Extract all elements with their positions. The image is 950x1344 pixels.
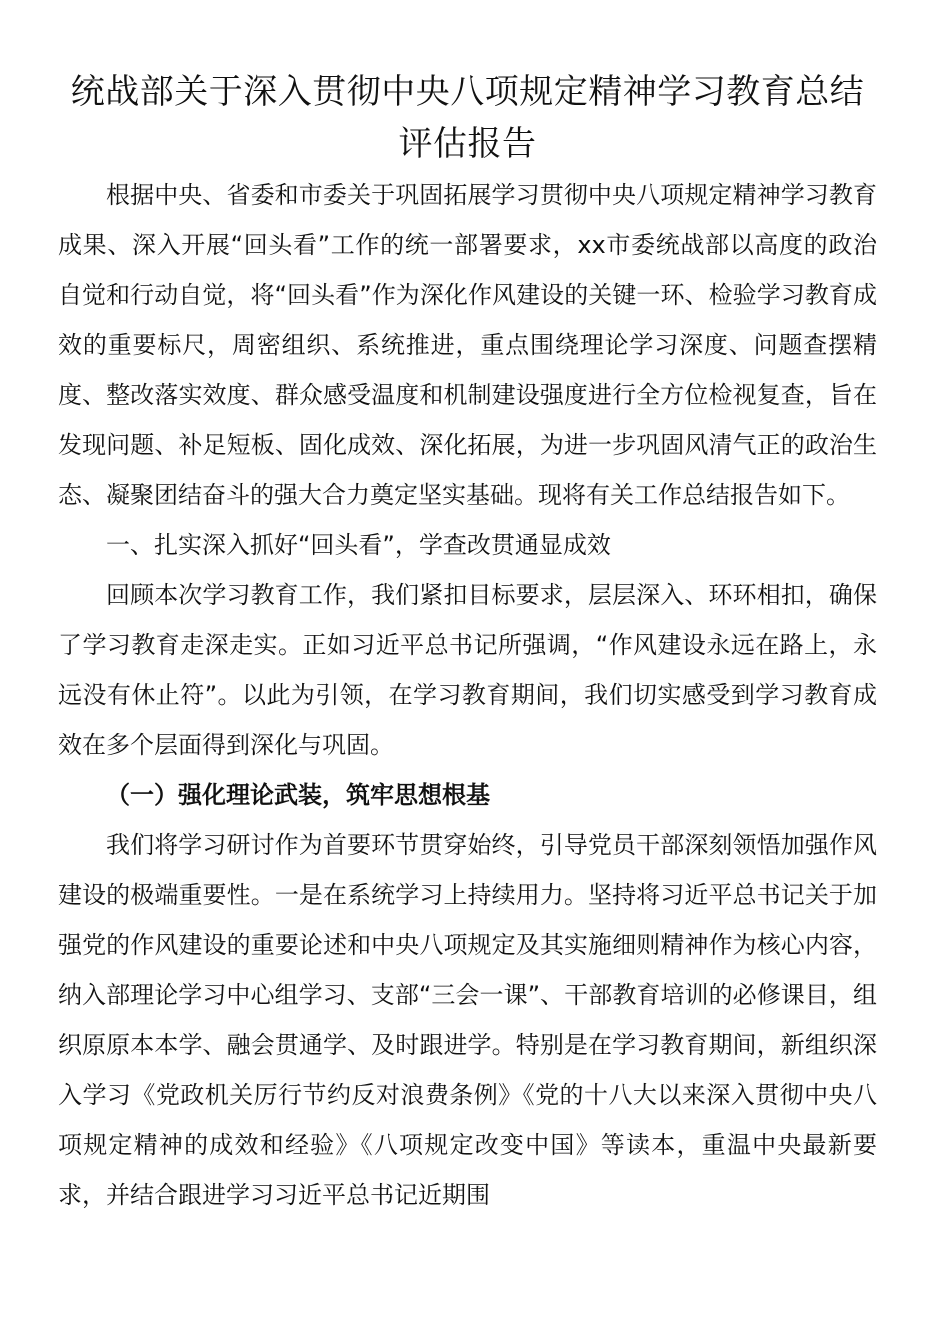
- intro-paragraph: 根据中央、省委和市委关于巩固拓展学习贯彻中央八项规定精神学习教育成果、深入开展“回头看”工作的统一部署要求，xx市委统战部以高度的政治自觉和行动自觉，将“回头看”作为深化作风建设的关键一环、检验学习教育成效的重要标尺，周密组织、系统推进，重点围绕理论学习深度、问题查摆精度、整改落实效度、群众感受温度和机制建设强度进行全方位检视复查，旨在发现问题、补足短板、固化成效、深化拓展，为进一步巩固风清气正的政治生态、凝聚团结奋斗的强大合力奠定坚实基础。现将有关工作总结报告如下。: [58, 181, 877, 509]
- section-heading-1: 一、扎实深入抓好“回头看”，学查改贯通显成效: [106, 531, 611, 559]
- section-1-paragraph: 回顾本次学习教育工作，我们紧扣目标要求，层层深入、环环相扣，确保了学习教育走深走实。正如习近平总书记所强调，“作风建设永远在路上，永远没有休止符”。以此为引领，在学习教育期间，我们切实感受到学习教育成效在多个层面得到深化与巩固。: [58, 581, 877, 759]
- subsection-heading-1: （一）强化理论武装，筑牢思想根基: [106, 781, 490, 809]
- document-title: 统战部关于深入贯彻中央八项规定精神学习教育总结评估报告: [70, 72, 865, 164]
- subsection-1-paragraph: 我们将学习研讨作为首要环节贯穿始终，引导党员干部深刻领悟加强作风建设的极端重要性。一是在系统学习上持续用力。坚持将习近平总书记关于加强党的作风建设的重要论述和中央八项规定及其实施细则精神作为核心内容，纳入部理论学习中心组学习、支部“三会一课”、干部教育培训的必修课目，组织原原本本学、融会贯通学、及时跟进学。特别是在学习教育期间，新组织深入学习《党政机关厉行节约反对浪费条例》《党的十八大以来深入贯彻中央八项规定精神的成效和经验》《八项规定改变中国》等读本，重温中央最新要求，并结合跟进学习习近平总书记近期围: [58, 831, 877, 1209]
